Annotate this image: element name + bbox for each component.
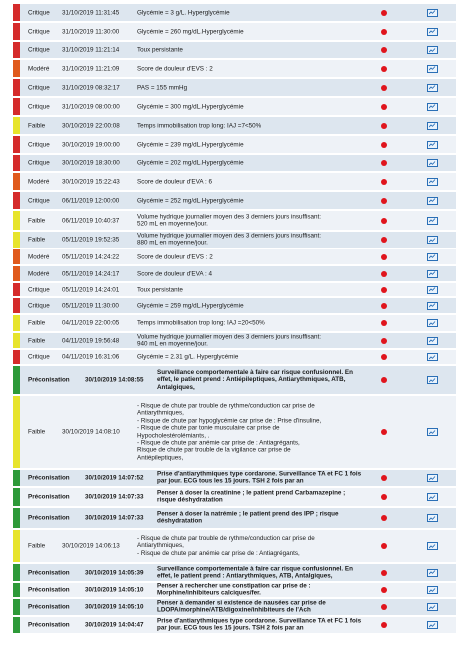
chart-icon[interactable] — [427, 569, 438, 577]
alert-message: Glycémie = 239 mg/dL.Hyperglycémie — [137, 140, 244, 148]
alert-row[interactable] — [13, 192, 456, 210]
severity-color-bar — [13, 333, 20, 348]
red-dot-icon — [381, 47, 387, 53]
severity-color-bar — [13, 117, 20, 134]
chart-icon[interactable] — [427, 319, 438, 327]
severity-color-bar — [13, 583, 20, 597]
alert-datetime: 06/11/2019 12:00:00 — [62, 197, 120, 204]
chart-icon[interactable] — [427, 236, 438, 244]
alert-message: Score de douleur d'EVS : 2 — [137, 252, 213, 260]
red-dot-icon — [381, 10, 387, 16]
alert-datetime: 05/11/2019 14:24:17 — [62, 270, 120, 277]
alert-row[interactable] — [13, 4, 456, 22]
alert-message: Score de douleur d'EVS : 2 — [137, 64, 213, 72]
red-dot-icon — [381, 604, 387, 610]
severity-color-bar — [13, 79, 20, 96]
severity-label: Préconisation — [28, 569, 70, 576]
severity-label: Critique — [28, 84, 50, 91]
red-dot-icon — [381, 29, 387, 35]
chart-icon[interactable] — [427, 46, 438, 54]
red-dot-icon — [381, 570, 387, 576]
red-dot-icon — [381, 494, 387, 500]
red-dot-icon — [381, 543, 387, 549]
chart-icon[interactable] — [427, 28, 438, 36]
alert-row[interactable] — [13, 470, 456, 487]
severity-color-bar — [13, 488, 20, 506]
severity-label: Critique — [28, 302, 50, 309]
chart-icon[interactable] — [427, 286, 438, 294]
alert-message: - Risque de chute par trouble de rythme/conduction car prise de Antiarythmiques, - Risque de chute par anémie car prise de : Antiagrégants, — [137, 534, 315, 557]
alert-datetime: 30/10/2019 14:04:47 — [85, 621, 144, 629]
severity-color-bar — [13, 508, 20, 528]
alert-row[interactable] — [13, 60, 456, 78]
alert-row[interactable] — [13, 298, 456, 314]
severity-label: Préconisation — [28, 621, 70, 629]
red-dot-icon — [381, 104, 387, 110]
alert-message: Surveillance comportementale à faire car risque confusionnel. En effet, le patient prend : Antiépileptiques, Antiarythmiques, ATB, Antalgiques, — [157, 368, 353, 391]
red-dot-icon — [381, 85, 387, 91]
severity-color-bar — [13, 23, 20, 40]
alert-datetime: 31/10/2019 08:00:00 — [62, 103, 120, 110]
severity-color-bar — [13, 315, 20, 331]
severity-color-bar — [13, 396, 20, 468]
alert-row[interactable] — [13, 283, 456, 297]
chart-icon[interactable] — [427, 217, 438, 225]
alert-row[interactable] — [13, 488, 456, 507]
red-dot-icon — [381, 287, 387, 293]
alert-datetime: 30/10/2019 19:00:00 — [62, 141, 120, 148]
alert-datetime: 30/10/2019 14:08:55 — [85, 376, 144, 384]
alert-row[interactable] — [13, 98, 456, 116]
alert-datetime: 05/11/2019 14:24:22 — [62, 253, 120, 260]
severity-label: Critique — [28, 159, 50, 167]
chart-icon[interactable] — [427, 337, 438, 345]
alert-row[interactable] — [13, 366, 456, 395]
chart-icon[interactable] — [427, 84, 438, 92]
severity-color-bar — [13, 98, 20, 115]
severity-color-bar — [13, 298, 20, 313]
red-dot-icon — [381, 354, 387, 360]
chart-icon[interactable] — [427, 103, 438, 111]
alert-datetime: 05/11/2019 11:30:00 — [62, 302, 119, 309]
red-dot-icon — [381, 303, 387, 309]
severity-label: Critique — [28, 286, 50, 293]
severity-label: Critique — [28, 197, 50, 204]
severity-label: Modéré — [28, 270, 50, 277]
red-dot-icon — [381, 142, 387, 148]
severity-color-bar — [13, 470, 20, 486]
severity-label: Préconisation — [28, 603, 70, 611]
alert-row[interactable] — [13, 136, 456, 154]
chart-icon[interactable] — [427, 159, 438, 167]
red-dot-icon — [381, 237, 387, 243]
chart-icon[interactable] — [427, 474, 438, 482]
alert-message: Score de douleur d'EVA : 6 — [137, 177, 212, 185]
alert-message: Volume hydrique journalier moyen des 3 derniers jours insuffisant: 880 mL en moyenne/jour. — [137, 232, 321, 247]
severity-color-bar — [13, 617, 20, 633]
alert-message: Prise d'antiarythmiques type cordarone. Surveillance TA et FC 1 fois par jour. ECG tous les 15 jours. TSH 2 fois par an — [157, 470, 362, 485]
severity-label: Critique — [28, 353, 50, 361]
alert-datetime: 04/11/2019 19:56:48 — [62, 337, 120, 344]
alert-message: - Risque de chute par trouble de rythme/conduction car prise de Antiarythmiques, - Risque de chute par hypoglycémie car prise de : Prise d'insuline, - Risque de chute par tonie musculaire car prise de Hypocholestérolémiants, . - Risque de chute par anémie car prise de : Antiagrégants, Risque de chute par trouble de la vigilance car prise de Antiépileptiques, — [137, 402, 322, 462]
alert-datetime: 31/10/2019 11:31:45 — [62, 9, 120, 16]
severity-label: Préconisation — [28, 586, 70, 594]
alert-message: PAS = 155 mmHg — [137, 83, 188, 91]
alert-message: Score de douleur d'EVA : 4 — [137, 269, 212, 277]
alert-message: Volume hydrique journalier moyen des 3 derniers jours insuffisant: 940 mL en moyenne/jour. — [137, 333, 321, 348]
chart-icon[interactable] — [427, 270, 438, 278]
alert-message: Glycémie = 259 mg/dL.Hyperglycémie — [137, 301, 244, 309]
red-dot-icon — [381, 622, 387, 628]
alert-datetime: 31/10/2019 11:21:09 — [62, 65, 120, 72]
chart-icon[interactable] — [427, 197, 438, 205]
severity-label: Critique — [28, 141, 50, 148]
alert-row[interactable] — [13, 42, 456, 59]
severity-label: Faible — [28, 319, 46, 327]
alert-row[interactable] — [13, 173, 456, 191]
severity-label: Critique — [28, 9, 50, 16]
red-dot-icon — [381, 218, 387, 224]
red-dot-icon — [381, 515, 387, 521]
chart-icon[interactable] — [427, 65, 438, 73]
severity-color-bar — [13, 564, 20, 581]
alert-datetime: 31/10/2019 11:30:00 — [62, 28, 120, 35]
severity-label: Préconisation — [28, 514, 70, 522]
red-dot-icon — [381, 66, 387, 72]
alert-row[interactable] — [13, 599, 456, 616]
alert-datetime: 30/10/2019 14:07:33 — [85, 514, 144, 522]
severity-color-bar — [13, 599, 20, 615]
severity-color-bar — [13, 42, 20, 58]
chart-icon[interactable] — [427, 603, 438, 611]
alert-message: Penser à doser la creatinine ; le patient prend Carbamazepine ; risque déshydratation — [157, 489, 346, 504]
alert-row[interactable] — [13, 396, 456, 469]
alert-message: Glycémie = 260 mg/dL.Hyperglycémie — [137, 27, 244, 35]
alert-datetime: 30/10/2019 14:05:39 — [85, 569, 144, 576]
alert-datetime: 05/11/2019 14:24:01 — [62, 286, 120, 293]
alert-message: Penser à demander si existence de nausées car prise de LDOPA/morphine/ATB/digoxine/inhibiteurs de l'Ach — [157, 599, 326, 614]
red-dot-icon — [381, 429, 387, 435]
alert-datetime: 04/11/2019 16:31:06 — [62, 353, 120, 361]
alert-row[interactable] — [13, 79, 456, 97]
severity-color-bar — [13, 249, 20, 264]
alert-row[interactable] — [13, 232, 456, 249]
alert-message: Glycémie = 252 mg/dL.Hyperglycémie — [137, 196, 244, 204]
alert-datetime: 31/10/2019 11:21:14 — [62, 46, 120, 54]
severity-color-bar — [13, 283, 20, 296]
alert-row[interactable] — [13, 249, 456, 265]
severity-label: Faible — [28, 236, 46, 244]
severity-label: Faible — [28, 217, 46, 224]
alert-datetime: 06/11/2019 10:40:37 — [62, 217, 120, 224]
severity-label: Préconisation — [28, 493, 70, 501]
severity-color-bar — [13, 266, 20, 281]
severity-color-bar — [13, 530, 20, 562]
red-dot-icon — [381, 179, 387, 185]
severity-label: Modéré — [28, 65, 50, 72]
red-dot-icon — [381, 123, 387, 129]
chart-icon[interactable] — [427, 586, 438, 594]
alert-message: Glycémie = 300 mg/dL.Hyperglycémie — [137, 102, 244, 110]
alert-message: Glycémie = 2.31 g/L. Hyperglycémie — [137, 353, 239, 361]
severity-color-bar — [13, 4, 20, 21]
alert-message: Surveillance comportementale à faire car risque confusionnel. En effet, le patient prend : Antiarythmiques, ATB, Antalgiques, — [157, 565, 353, 580]
severity-color-bar — [13, 232, 20, 248]
severity-label: Préconisation — [28, 474, 70, 482]
chart-icon[interactable] — [427, 542, 438, 550]
severity-label: Faible — [28, 428, 46, 436]
alert-message: Toux persistante — [137, 285, 183, 293]
chart-icon[interactable] — [427, 9, 438, 17]
red-dot-icon — [381, 587, 387, 593]
alert-row[interactable] — [13, 564, 456, 582]
alert-row[interactable] — [13, 266, 456, 282]
alert-datetime: 30/10/2019 14:07:33 — [85, 493, 144, 501]
severity-color-bar — [13, 350, 20, 364]
chart-icon[interactable] — [427, 428, 438, 436]
chart-icon[interactable] — [427, 376, 438, 384]
alert-row[interactable] — [13, 508, 456, 529]
chart-icon[interactable] — [427, 493, 438, 501]
chart-icon[interactable] — [427, 353, 438, 361]
severity-label: Faible — [28, 122, 46, 129]
red-dot-icon — [381, 271, 387, 277]
alert-datetime: 30/10/2019 14:08:10 — [62, 428, 120, 436]
red-dot-icon — [381, 160, 387, 166]
red-dot-icon — [381, 254, 387, 260]
alert-row[interactable] — [13, 350, 456, 365]
alert-row[interactable] — [13, 617, 456, 634]
alert-message: Prise d'antiarythmiques type cordarone. Surveillance TA et FC 1 fois par jour. ECG tous les 15 jours. TSH 2 fois par an — [157, 617, 362, 632]
alert-row[interactable] — [13, 315, 456, 332]
alert-message: Glycémie = 3 g/L. Hyperglycémie — [137, 8, 230, 16]
chart-icon[interactable] — [427, 141, 438, 149]
alert-row[interactable] — [13, 211, 456, 231]
alert-datetime: 30/10/2019 22:00:08 — [62, 122, 120, 129]
red-dot-icon — [381, 377, 387, 383]
red-dot-icon — [381, 198, 387, 204]
alert-message: Penser à rechercher une constipation car prise de : Morphine/inhibiteurs calciques/fer. — [157, 582, 311, 597]
severity-label: Modéré — [28, 253, 50, 260]
alert-datetime: 30/10/2019 14:05:10 — [85, 603, 144, 611]
chart-icon[interactable] — [427, 302, 438, 310]
alert-row[interactable] — [13, 530, 456, 563]
alert-datetime: 04/11/2019 22:00:05 — [62, 319, 120, 327]
alert-row[interactable] — [13, 23, 456, 41]
chart-icon[interactable] — [427, 514, 438, 522]
severity-color-bar — [13, 211, 20, 230]
alert-datetime: 30/10/2019 18:30:00 — [62, 159, 120, 167]
red-dot-icon — [381, 320, 387, 326]
severity-label: Critique — [28, 28, 50, 35]
severity-color-bar — [13, 155, 20, 171]
alert-datetime: 30/10/2019 14:07:52 — [85, 474, 144, 482]
red-dot-icon — [381, 338, 387, 344]
alert-message: Temps immobilisation trop long: IAJ =7<50% — [137, 121, 262, 129]
severity-label: Faible — [28, 337, 46, 344]
alert-datetime: 30/10/2019 14:05:10 — [85, 586, 144, 594]
severity-label: Modéré — [28, 178, 50, 185]
alert-message: Glycémie = 202 mg/dL.Hyperglycémie — [137, 159, 244, 167]
alert-message: Temps immobilisation trop long: IAJ =20<50% — [137, 319, 265, 327]
alert-datetime: 05/11/2019 19:52:35 — [62, 236, 120, 244]
severity-color-bar — [13, 136, 20, 153]
alert-datetime: 31/10/2019 08:32:17 — [62, 84, 120, 91]
alert-row[interactable] — [13, 117, 456, 135]
severity-label: Faible — [28, 542, 46, 550]
severity-color-bar — [13, 173, 20, 190]
chart-icon[interactable] — [427, 253, 438, 261]
alert-message: Penser à doser la natrémie ; le patient prend des IPP ; risque déshydratation — [157, 510, 339, 525]
alert-datetime: 30/10/2019 14:06:13 — [62, 542, 120, 550]
red-dot-icon — [381, 475, 387, 481]
alert-message: Volume hydrique journalier moyen des 3 derniers jours insuffisant: 520 mL en moyenne/jour. — [137, 213, 321, 228]
severity-color-bar — [13, 60, 20, 77]
alert-datetime: 30/10/2019 15:22:43 — [62, 178, 120, 185]
alert-message: Toux persistante — [137, 46, 183, 54]
alert-row[interactable] — [13, 583, 456, 598]
alert-row[interactable] — [13, 155, 456, 172]
severity-label: Préconisation — [28, 376, 70, 384]
severity-color-bar — [13, 192, 20, 209]
chart-icon[interactable] — [427, 178, 438, 186]
chart-icon[interactable] — [427, 122, 438, 130]
chart-icon[interactable] — [427, 621, 438, 629]
severity-label: Critique — [28, 103, 50, 110]
alert-row[interactable] — [13, 333, 456, 349]
severity-label: Critique — [28, 46, 50, 54]
severity-color-bar — [13, 366, 20, 394]
